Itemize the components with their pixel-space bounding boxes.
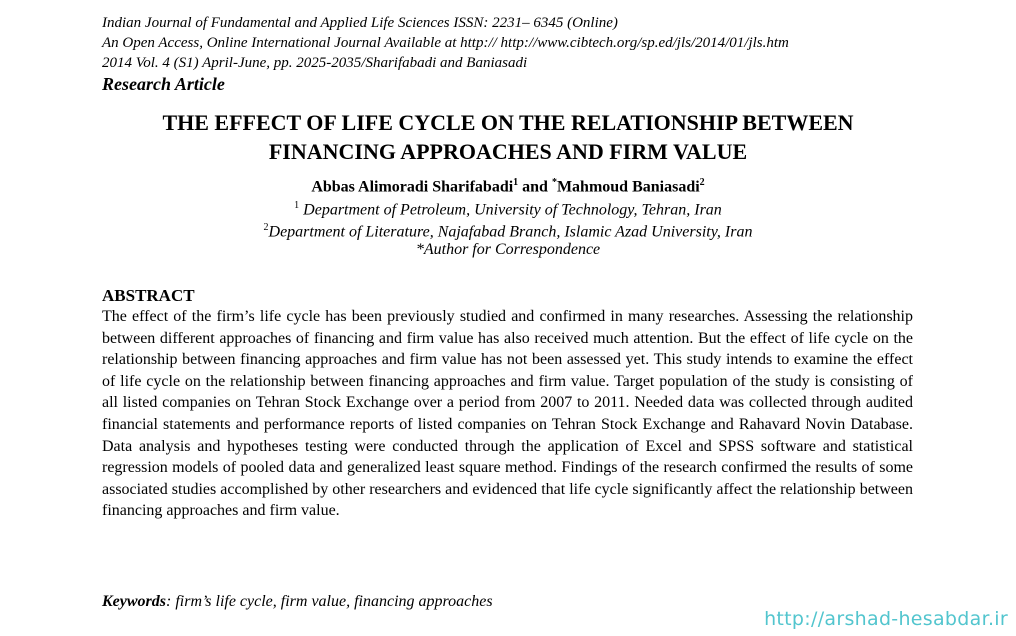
paper-title [100,108,916,166]
affiliation-1-mark: 1 [294,200,300,211]
author-2-affiliation-mark: 2 [699,177,705,188]
abstract-body: The effect of the firm’s life cycle has been previously studied and confirmed in many researches. Assessing the relationship between different approaches of financing and firm value has also received much attention. But the effect of life cycle on the relationship between financing approaches and firm value has not been assessed yet. This study intends to examine the effect of life cycle on the relationship between financing approaches and firm value. Target population of the study is consisting of all listed companies on Tehran Stock Exchange over a period from 2007 to 2011. Needed data was collected through audited financial statements and performance reports of listed companies on Tehran Stock Exchange and Rahavard Novin Database. Data analysis and hypotheses testing were conducted through the application of Excel and SPSS software and statistical regression models of pooled data and generalized least square method. Findings of the research confirmed the results of some associated studies accomplished by other researchers and evidenced that life cycle significantly affect the relationship between financing approaches and firm value. [102,308,913,520]
keywords-label: Keywords [102,593,166,610]
author-1-affiliation-mark: 1 [513,177,519,188]
keywords-text: : firm’s life cycle, firm value, financing approaches [166,593,493,610]
correspondence-note: *Author for Correspondence [415,241,601,258]
journal-header [102,13,789,73]
abstract-heading: ABSTRACT [102,286,195,305]
corresponding-author-mark: * [551,177,557,188]
author-conjunction: and [518,178,552,196]
journal-header-line-3: 2014 Vol. 4 (S1) April-June, pp. 2025-2035/Sharifabadi and Baniasadi [102,55,528,71]
author-1-name: Abbas Alimoradi Sharifabadi [311,178,514,196]
article-type-label: Research Article [102,74,225,94]
affiliation-2-mark: 2 [263,222,269,233]
paper-title-line-1: THE EFFECT OF LIFE CYCLE ON THE RELATIONSHIP BETWEEN [162,110,854,135]
journal-header-line-1: Indian Journal of Fundamental and Applied Life Sciences ISSN: 2231– 6345 (Online) [102,15,618,31]
author-2-name: Mahmoud Baniasadi [556,178,700,196]
keywords-line [102,593,493,611]
paper-title-line-2: FINANCING APPROACHES AND FIRM VALUE [268,139,748,164]
affiliation-1-text: Department of Petroleum, University of Technology, Tehran, Iran [299,201,722,219]
journal-header-line-2: An Open Access, Online International Journal Available at http:// http://www.cibtech.org/sp.ed/jls/2014/01/jls.htm [102,35,789,51]
affiliation-2-text: Department of Literature, Najafabad Branch, Islamic Azad University, Iran [268,223,753,241]
watermark-url: http://arshad-hesabdar.ir [764,608,1008,630]
